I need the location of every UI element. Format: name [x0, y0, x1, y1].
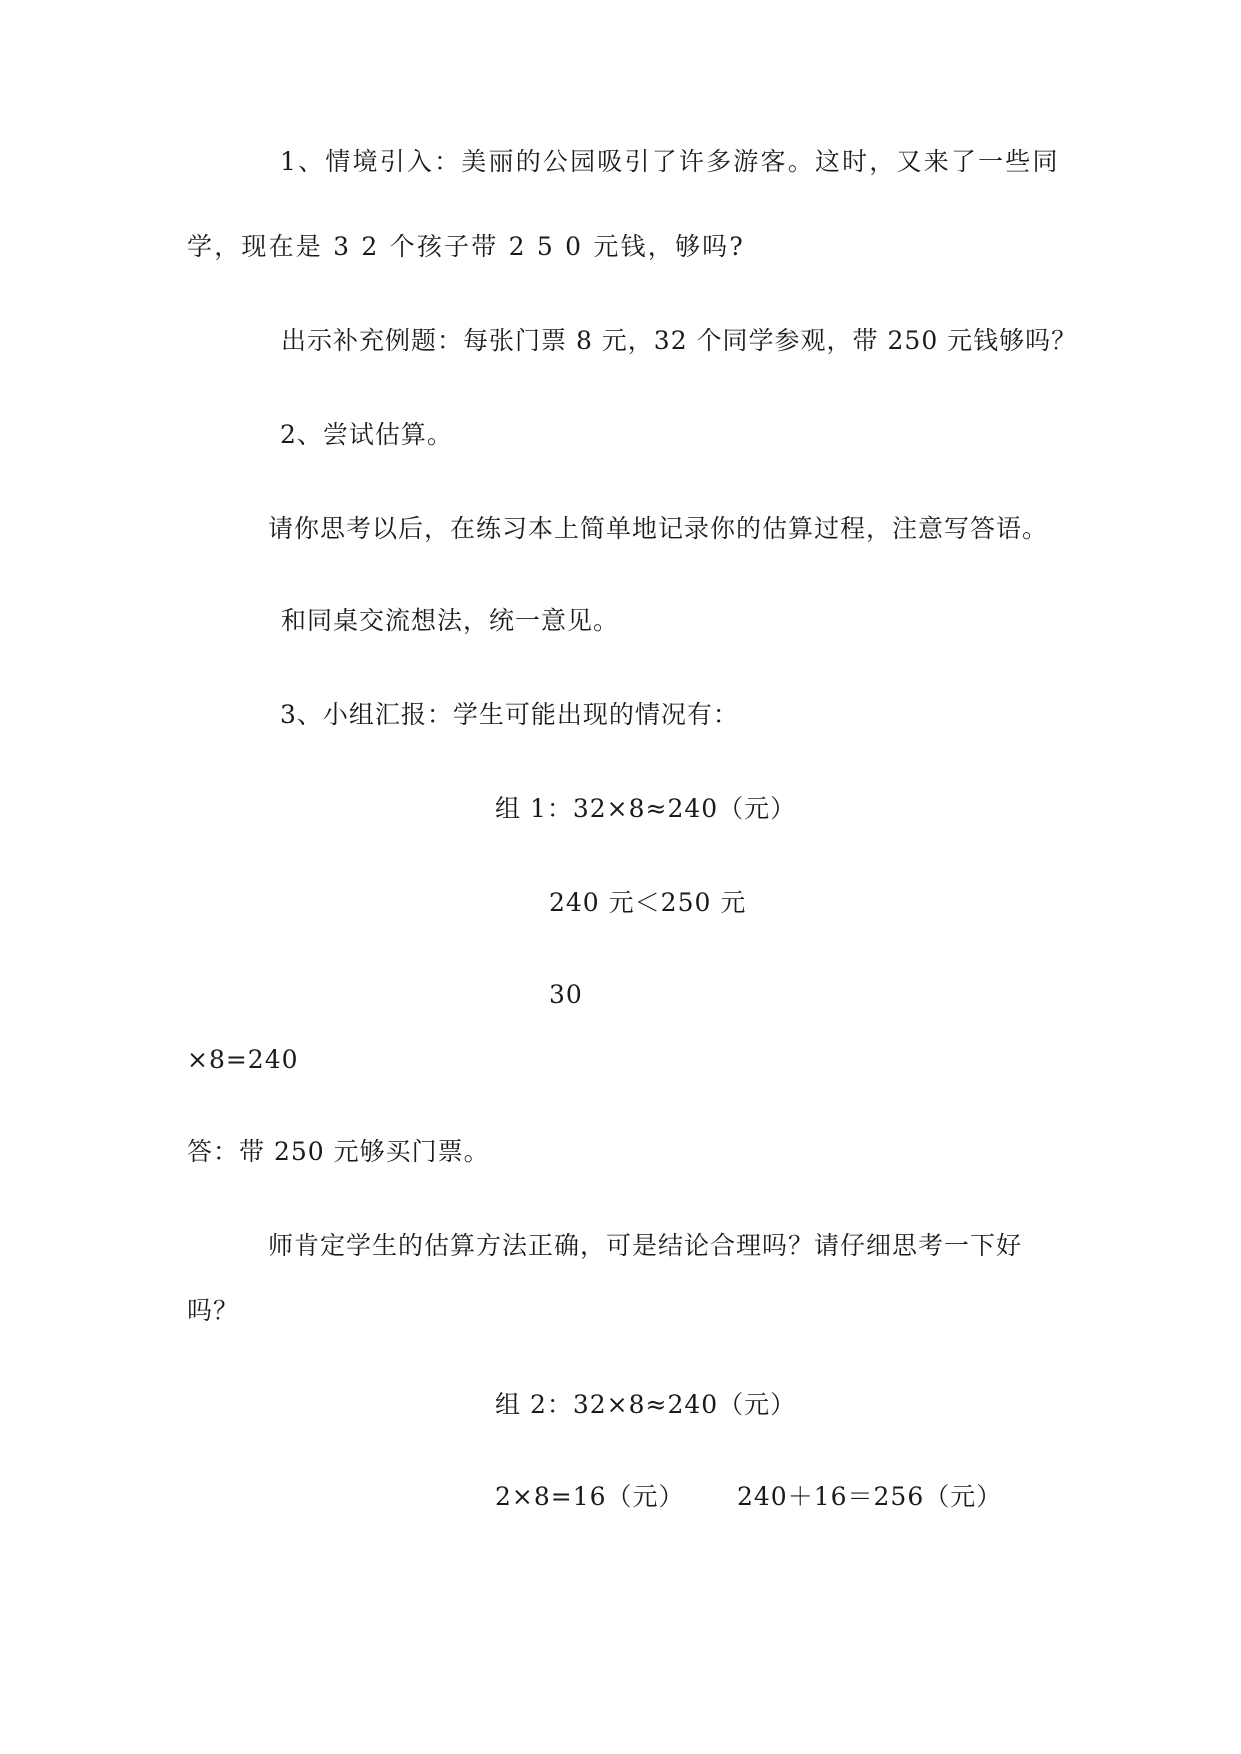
group-1-thirty: 30 [549, 980, 583, 1009]
group-2-calc-a: 2×8=16（元） [495, 1482, 685, 1511]
paragraph-try-estimate: 2、尝试估算。 [280, 420, 453, 449]
paragraph-intro-line-1: 1、情境引入：美丽的公园吸引了许多游客。这时，又来了一些同 [280, 147, 1060, 176]
group-1-estimate: 组 1：32×8≈240（元） [495, 794, 797, 823]
answer-1: 答：带 250 元够买门票。 [187, 1137, 490, 1166]
group-1-compare: 240 元＜250 元 [549, 888, 747, 917]
paragraph-intro-line-2: 学，现在是 3 2 个孩子带 2 5 0 元钱，够吗? [187, 232, 745, 261]
group-2-calc-b: 240＋16＝256（元） [737, 1482, 1003, 1511]
paragraph-teacher-line-2: 吗？ [187, 1296, 240, 1325]
paragraph-teacher-line-1: 师肯定学生的估算方法正确，可是结论合理吗？请仔细思考一下好 [268, 1231, 1023, 1260]
paragraph-think-record: 请你思考以后，在练习本上简单地记录你的估算过程，注意写答语。 [268, 514, 1049, 543]
paragraph-example: 出示补充例题：每张门票 8 元，32 个同学参观，带 250 元钱够吗？ [281, 326, 1078, 355]
group-1-multiply: ×8=240 [187, 1045, 299, 1074]
group-2-estimate: 组 2：32×8≈240（元） [495, 1390, 797, 1419]
paragraph-discuss: 和同桌交流想法，统一意见。 [281, 606, 620, 635]
paragraph-group-report: 3、小组汇报：学生可能出现的情况有： [280, 700, 739, 729]
